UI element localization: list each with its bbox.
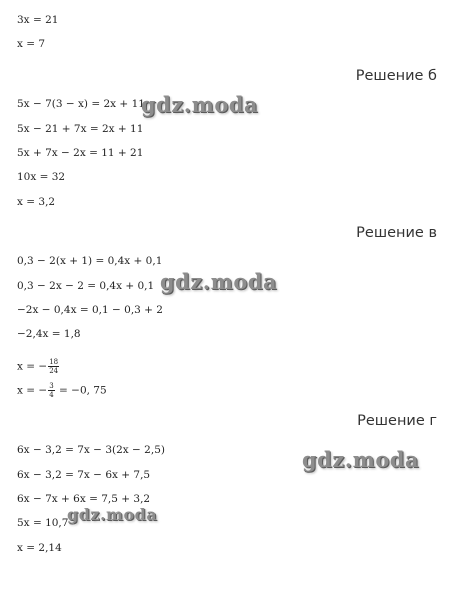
solution-g-heading: Решение г: [357, 413, 437, 429]
fraction-numerator: 3: [49, 382, 54, 390]
equation-line: 6x − 3,2 = 7x − 6x + 7,5: [17, 469, 151, 481]
fraction: [48, 358, 59, 375]
watermark: gdz.moda: [302, 447, 420, 472]
equation-line: 5x = 10,7: [17, 517, 69, 529]
watermark: gdz.moda: [67, 505, 158, 524]
equation-line: 6x − 3,2 = 7x − 3(2x − 2,5): [17, 444, 165, 456]
equation-line: −2,4x = 1,8: [17, 328, 81, 340]
watermark: gdz.moda: [160, 269, 278, 294]
fraction-line: [17, 358, 60, 375]
fraction: [48, 382, 54, 399]
equation-line: 0,3 − 2x − 2 = 0,4x + 0,1: [17, 280, 155, 292]
solution-v-heading: Решение в: [356, 225, 437, 241]
solution-b-heading: Решение б: [355, 68, 437, 84]
watermark: gdz.moda: [141, 92, 259, 117]
equation-line: 5x − 21 + 7x = 2x + 11: [17, 123, 144, 135]
fraction-denominator: 4: [49, 391, 54, 399]
fraction-prefix: x = −: [17, 360, 48, 373]
equation-line: 0,3 − 2(x + 1) = 0,4x + 0,1: [17, 255, 163, 267]
equation-line: −2x − 0,4x = 0,1 − 0,3 + 2: [17, 304, 163, 316]
equation-line: x = 3,2: [17, 196, 56, 208]
equation-line: x = 7: [17, 38, 46, 50]
equation-line: 6x − 7x + 6x = 7,5 + 3,2: [17, 493, 151, 505]
fraction-prefix: x = −: [17, 384, 48, 397]
fraction-suffix: = −0, 75: [59, 384, 107, 397]
equation-line: 3x = 21: [17, 14, 59, 26]
fraction-denominator: 24: [49, 367, 59, 375]
equation-line: 5x − 7(3 − x) = 2x + 11: [17, 98, 145, 110]
equation-line: 5x + 7x − 2x = 11 + 21: [17, 147, 144, 159]
fraction-numerator: 18: [49, 358, 59, 366]
equation-line: x = 2,14: [17, 542, 62, 554]
fraction-line: [17, 382, 107, 399]
equation-line: 10x = 32: [17, 171, 66, 183]
